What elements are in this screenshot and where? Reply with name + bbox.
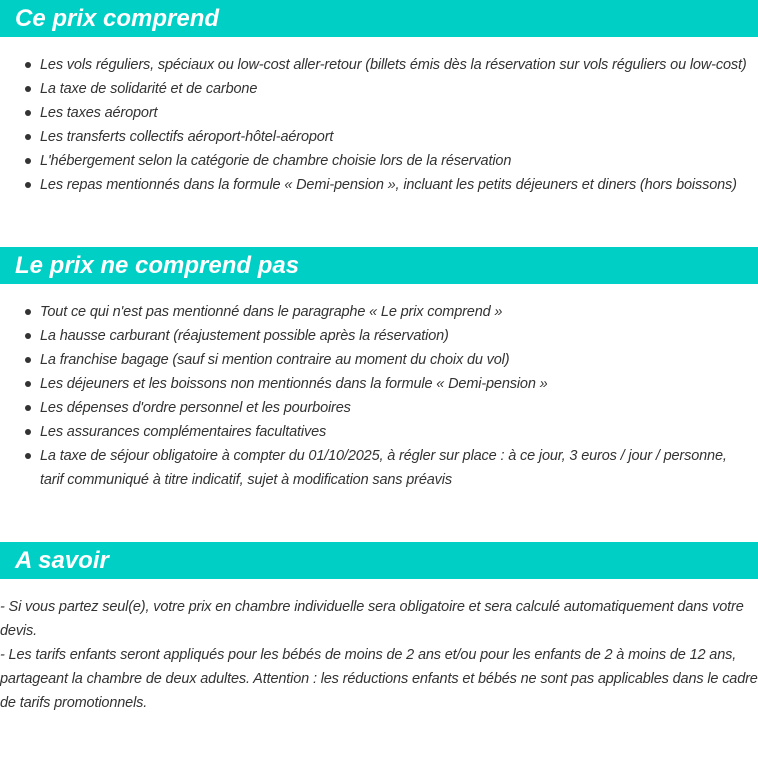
list-item: La franchise bagage (sauf si mention contraire au moment du choix du vol) (0, 348, 758, 372)
info-paragraph: - Les tarifs enfants seront appliqués pour les bébés de moins de 2 ans et/ou pour les enfants de 2 à moins de 12 ans, partageant la chambre de deux adultes. Attention : les réductions enfants et bébés ne sont pas applicables dans le cadre de tarifs promotionnels. (0, 647, 758, 711)
list-item: Les repas mentionnés dans la formule « Demi-pension », incluant les petits déjeuners et diners (hors boissons) (0, 173, 758, 197)
list-item: La taxe de séjour obligatoire à compter du 01/10/2025, à régler sur place : à ce jour, 3 euros / jour / personne, tarif communiqué à titre indicatif, sujet à modification sans préavis (0, 444, 758, 492)
bullet-icon (25, 429, 31, 435)
list-item: Les vols réguliers, spéciaux ou low-cost aller-retour (billets émis dès la réservation sur vols réguliers ou low-cost) (0, 53, 758, 77)
bullet-icon (25, 405, 31, 411)
list-item: L'hébergement selon la catégorie de chambre choisie lors de la réservation (0, 149, 758, 173)
bullet-icon (25, 110, 31, 116)
bullet-icon (25, 134, 31, 140)
bullet-icon (25, 309, 31, 315)
section-title-includes: Ce prix comprend (0, 0, 758, 37)
bullet-icon (25, 357, 31, 363)
list-item: Les transferts collectifs aéroport-hôtel-aéroport (0, 125, 758, 149)
bullet-icon (25, 86, 31, 92)
bullet-icon (25, 182, 31, 188)
excludes-list (0, 300, 758, 492)
section-title-excludes: Le prix ne comprend pas (0, 247, 758, 284)
includes-list (0, 53, 758, 197)
list-item: Les taxes aéroport (0, 101, 758, 125)
bullet-icon (25, 62, 31, 68)
section-title-info: A savoir (0, 542, 758, 579)
list-item: La hausse carburant (réajustement possible après la réservation) (0, 324, 758, 348)
bullet-icon (25, 333, 31, 339)
list-item: Les déjeuners et les boissons non mentionnés dans la formule « Demi-pension » (0, 372, 758, 396)
list-item: Les assurances complémentaires facultatives (0, 420, 758, 444)
list-item: Tout ce qui n'est pas mentionné dans le paragraphe « Le prix comprend » (0, 300, 758, 324)
list-item: La taxe de solidarité et de carbone (0, 77, 758, 101)
info-paragraph: - Si vous partez seul(e), votre prix en chambre individuelle sera obligatoire et sera calculé automatiquement dans votre devis. (0, 599, 744, 639)
bullet-icon (25, 158, 31, 164)
list-item: Les dépenses d'ordre personnel et les pourboires (0, 396, 758, 420)
info-text (0, 595, 758, 715)
bullet-icon (25, 453, 31, 459)
bullet-icon (25, 381, 31, 387)
